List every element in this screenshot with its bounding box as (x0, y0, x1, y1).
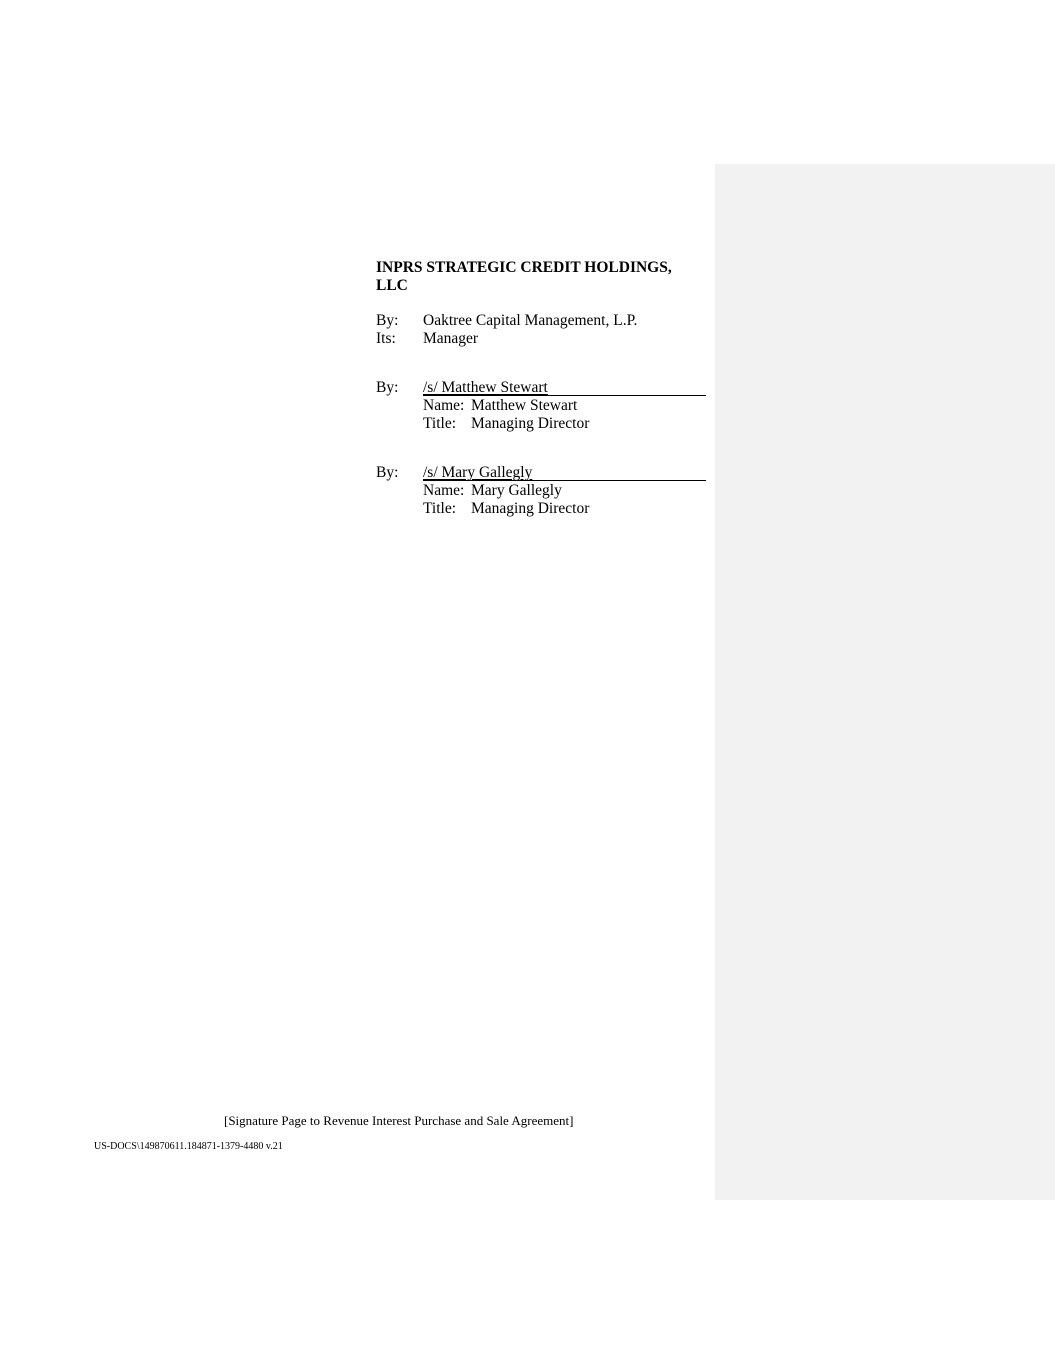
by-label: By: (376, 312, 399, 329)
signatory-title: Managing Director (471, 500, 590, 517)
document-id: US-DOCS\149870611.184871-1379-4480 v.21 (94, 1141, 283, 1152)
signatory-name: Matthew Stewart (471, 397, 578, 414)
manager-entity: Oaktree Capital Management, L.P. (423, 312, 638, 329)
title-label: Title: (423, 500, 457, 517)
signature-text: /s/ Matthew Stewart (423, 379, 548, 396)
manager-role: Manager (423, 330, 479, 347)
signature-page-caption: [Signature Page to Revenue Interest Purchase and Sale Agreement] (224, 1113, 574, 1128)
title-label: Title: (423, 415, 457, 432)
entity-title: INPRS STRATEGIC CREDIT HOLDINGS, LLC (376, 259, 672, 294)
signature-line (423, 395, 706, 396)
signature-line (423, 480, 706, 481)
name-label: Name: (423, 482, 465, 499)
name-label: Name: (423, 397, 465, 414)
signatory-name: Mary Gallegly (471, 482, 562, 499)
its-label: Its: (376, 330, 396, 347)
by-label: By: (376, 464, 399, 481)
by-label: By: (376, 379, 399, 396)
signatory-title: Managing Director (471, 415, 590, 432)
comment-pane (715, 164, 1055, 1200)
signature-text: /s/ Mary Gallegly (423, 464, 533, 481)
